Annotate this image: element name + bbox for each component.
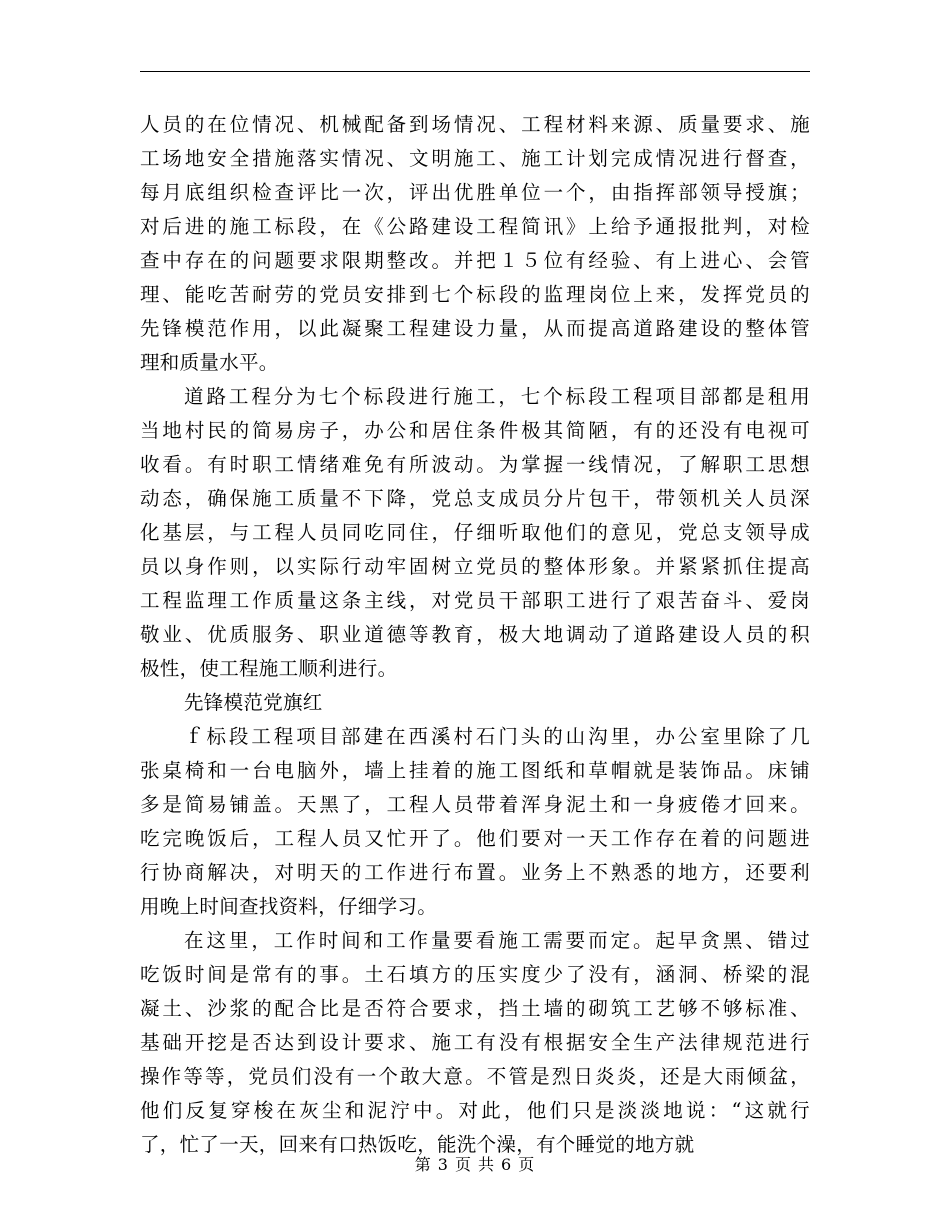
text-line: 工场地安全措施落实情况、文明施工、施工计划完成情况进行督查， [140,147,810,170]
text-line: 吃饭时间是常有的事。土石填方的压实度少了没有，涵洞、桥梁的混 [140,963,810,986]
text-line: 行协商解决，对明天的工作进行布置。业务上不熟悉的地方，还要利 [140,861,810,884]
footer-prefix: 第 [414,1155,432,1174]
text-line: 当地村民的简易房子，办公和居住条件极其简陋，有的还没有电视可 [140,419,810,442]
text-line: 在这里，工作时间和工作量要看施工需要而定。起早贪黑、错过 [184,929,810,952]
text-line: 先锋模范作用，以此凝聚工程建设力量，从而提高道路建设的整体管 [140,317,810,340]
text-line: 他们反复穿梭在灰尘和泥泞中。对此，他们只是淡淡地说：“这就行 [140,1099,810,1122]
text-line: 敬业、优质服务、职业道德等教育，极大地调动了道路建设人员的积 [140,623,810,646]
text-line: 收看。有时职工情绪难免有所波动。为掌握一线情况，了解职工思想 [140,453,810,476]
body-text [140,108,810,1162]
text-line: 操作等等，党员们没有一个敢大意。不管是烈日炎炎，还是大雨倾盆， [140,1065,810,1088]
text-line: 人员的在位情况、机械配备到场情况、工程材料来源、质量要求、施 [140,113,810,136]
text-line: 基础开挖是否达到设计要求、施工有没有根据安全生产法律规范进行 [140,1031,810,1054]
text-line: 理和质量水平。 [140,351,279,374]
text-line: 每月底组织检查评比一次，评出优胜单位一个，由指挥部领导授旗； [140,181,810,204]
footer-page-number: 3 [437,1155,449,1174]
page-footer [0,1152,950,1175]
footer-middle: 页 共 [454,1155,496,1174]
text-line: 动态，确保施工质量不下降，党总支成员分片包干，带领机关人员深 [140,487,810,510]
text-line: 化基层，与工程人员同吃同住，仔细听取他们的意见，党总支领导成 [140,521,810,544]
footer-suffix: 页 [518,1155,536,1174]
text-line: 张桌椅和一台电脑外，墙上挂着的施工图纸和草帽就是装饰品。床铺 [140,759,810,782]
text-line: 对后进的施工标段，在《公路建设工程简讯》上给予通报批判，对检 [140,215,810,238]
header-rule [140,71,810,72]
text-line: 查中存在的问题要求限期整改。并把１５位有经验、有上进心、会管 [140,249,810,272]
text-line: ｆ标段工程项目部建在西溪村石门头的山沟里，办公室里除了几 [184,725,810,748]
footer-total-pages: 6 [501,1155,513,1174]
text-line: 工程监理工作质量这条主线，对党员干部职工进行了艰苦奋斗、爱岗 [140,589,810,612]
text-line: 用晚上时间查找资料，仔细学习。 [140,895,438,918]
text-line: 凝土、沙浆的配合比是否符合要求，挡土墙的砌筑工艺够不够标准、 [140,997,810,1020]
text-line: 道路工程分为七个标段进行施工，七个标段工程项目部都是租用 [184,385,810,408]
text-line: 多是简易铺盖。天黑了，工程人员带着浑身泥土和一身疲倦才回来。 [140,793,810,816]
text-line: 员以身作则，以实际行动牢固树立党员的整体形象。并紧紧抓住提高 [140,555,810,578]
section-heading: 先锋模范党旗红 [184,691,323,714]
text-line: 理、能吃苦耐劳的党员安排到七个标段的监理岗位上来，发挥党员的 [140,283,810,306]
text-line: 吃完晚饭后，工程人员又忙开了。他们要对一天工作存在着的问题进 [140,827,810,850]
text-line: 极性，使工程施工顺利进行。 [140,657,398,680]
text-line: 了，忙了一天，回来有口热饭吃，能洗个澡，有个睡觉的地方就 [140,1133,695,1156]
